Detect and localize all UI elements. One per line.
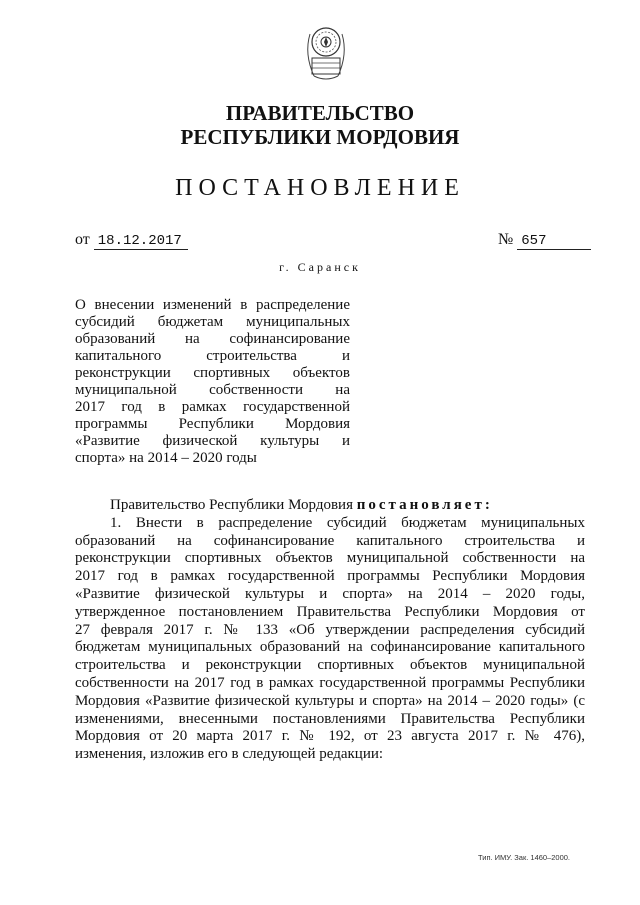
subject-line: 2017 год в рамках государственной <box>75 399 350 415</box>
subject-line: О внесении изменений в распределение <box>75 297 350 313</box>
document-kind: ПОСТАНОВЛЕНИЕ <box>175 175 465 201</box>
date-value: 18.12.2017 <box>94 233 188 250</box>
body-line: 1. Внести в распределение субсидий бюджетам муниципальных <box>110 514 585 531</box>
body-line: «Развитие физической культуры и спорта» на 2014 – 2020 годы, <box>75 585 585 602</box>
document-subject <box>75 297 350 467</box>
body-line: Мордовия «Развитие физической культуры и спорта» на 2014 – 2020 годы» (с <box>75 692 585 709</box>
body-line: строительства и реконструкции спортивных объектов муниципальной <box>75 657 585 674</box>
preamble-emphasis: постановляет: <box>356 497 493 513</box>
subject-line: программы Республики Мордовия <box>75 416 350 432</box>
subject-line: спорта» на 2014 – 2020 годы <box>75 450 257 466</box>
subject-line: капитального строительства и <box>75 348 350 364</box>
date-prefix: от <box>75 231 90 248</box>
government-title-line2: РЕСПУБЛИКИ МОРДОВИЯ <box>180 125 460 149</box>
document-date <box>75 231 188 250</box>
subject-line: муниципальной собственности на <box>75 382 350 398</box>
body-line: изменениями, внесенными постановлениями Правительства Республики <box>75 710 585 727</box>
document-body <box>75 497 585 764</box>
print-mark: Тип. ИМУ. Зак. 1460–2000. <box>478 853 571 862</box>
body-line: собственности на 2017 год в рамках государственной программы Республики <box>75 674 585 691</box>
body-line: утвержденное постановлением Правительства Республики Мордовия от <box>75 603 585 620</box>
body-line: образований на софинансирование капитального строительства и <box>75 532 585 549</box>
subject-line: «Развитие физической культуры и <box>75 433 350 449</box>
body-line: изменения, изложив его в следующей редакции: <box>75 746 384 763</box>
body-line: реконструкции спортивных объектов муниципальной собственности на <box>75 550 585 567</box>
body-line: 2017 год в рамках государственной программы Республики Мордовия <box>75 568 585 585</box>
coat-of-arms-icon <box>300 20 352 84</box>
government-title-line1: ПРАВИТЕЛЬСТВО <box>225 101 415 125</box>
preamble-text: Правительство Республики Мордовия <box>110 497 357 513</box>
document-number <box>498 231 591 250</box>
body-line: бюджетам муниципальных образований на софинансирование капитального <box>75 639 585 656</box>
number-value: 657 <box>517 233 591 250</box>
preamble <box>75 497 585 515</box>
subject-line: реконструкции спортивных объектов <box>75 365 350 381</box>
city-name: г. Саранск <box>279 260 361 274</box>
subject-line: субсидий бюджетам муниципальных <box>75 314 350 330</box>
body-line: Мордовия от 20 марта 2017 г. № 192, от 23 августа 2017 г. № 476), <box>75 728 585 745</box>
body-line: 27 февраля 2017 г. № 133 «Об утверждении распределения субсидий <box>75 621 585 638</box>
number-prefix: № <box>498 231 514 248</box>
subject-line: образований на софинансирование <box>75 331 350 347</box>
